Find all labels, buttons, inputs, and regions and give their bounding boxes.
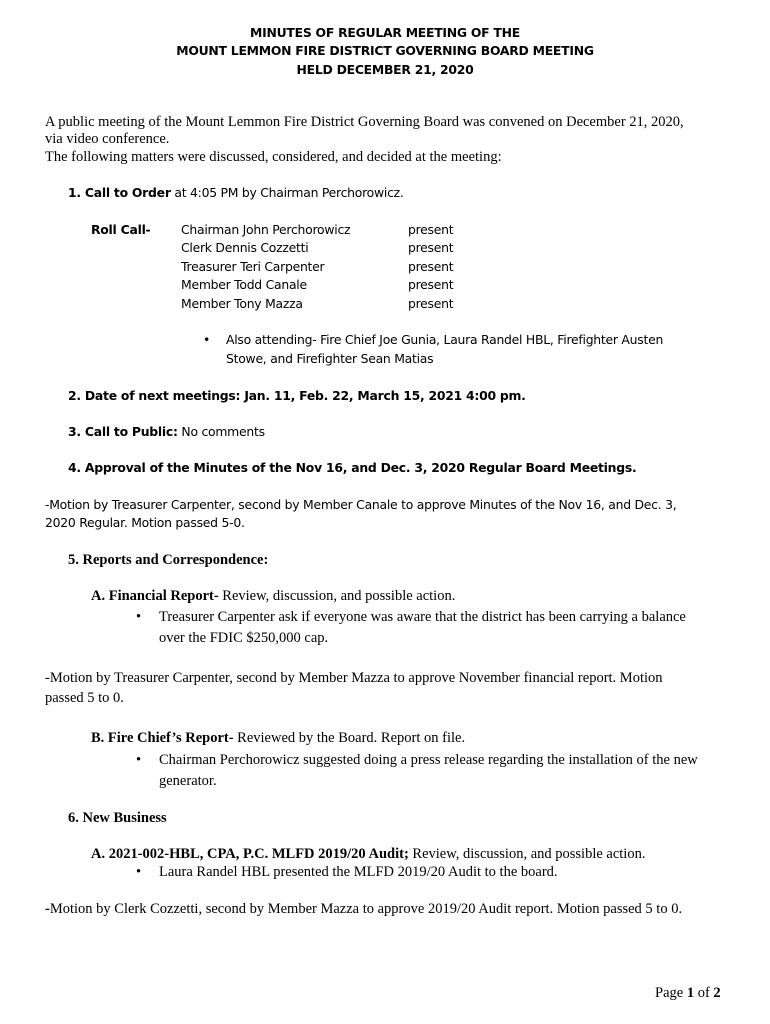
roll-call-name: Member Tony Mazza	[181, 296, 303, 311]
intro-line-1: A public meeting of the Mount Lemmon Fire District Governing Board was convened on December 21, 2020,	[45, 114, 684, 130]
roll-call-status: present	[408, 296, 454, 311]
title-line-2: MOUNT LEMMON FIRE DISTRICT GOVERNING BOARD MEETING	[176, 43, 594, 58]
bullet-icon: •	[136, 752, 142, 768]
chief-bullet-line-1: Chairman Perchorowicz suggested doing a press release regarding the installation of the new	[159, 752, 698, 768]
also-attending-line-2: Stowe, and Firefighter Sean Matias	[226, 351, 434, 366]
roll-call-name: Chairman John Perchorowicz	[181, 222, 351, 237]
motion-financial-line-1: -Motion by Treasurer Carpenter, second by Member Mazza to approve November financial report. Motion	[45, 670, 663, 686]
item-financial-report: A. Financial Report- Review, discussion, and possible action.	[91, 588, 456, 604]
roll-call-label: Roll Call-	[91, 222, 151, 237]
motion-minutes-line-1: -Motion by Treasurer Carpenter, second by Member Canale to approve Minutes of the Nov 16, and Dec. 3,	[45, 497, 677, 512]
item-approval-minutes: 4. Approval of the Minutes of the Nov 16, and Dec. 3, 2020 Regular Board Meetings.	[68, 460, 637, 475]
financial-bullet-line-1: Treasurer Carpenter ask if everyone was aware that the district has been carrying a balance	[159, 609, 686, 625]
title-line-1: MINUTES OF REGULAR MEETING OF THE	[250, 25, 520, 40]
bullet-icon: •	[136, 609, 142, 625]
roll-call-status: present	[408, 277, 454, 292]
page-number: Page 1 of 2	[655, 985, 721, 1001]
intro-line-3: The following matters were discussed, considered, and decided at the meeting:	[45, 149, 502, 165]
chief-bullet-line-2: generator.	[159, 773, 217, 789]
roll-call-status: present	[408, 222, 454, 237]
bullet-icon: •	[203, 332, 211, 347]
intro-line-2: via video conference.	[45, 131, 170, 147]
bullet-icon: •	[136, 864, 142, 880]
motion-financial-line-2: passed 5 to 0.	[45, 690, 124, 706]
roll-call-name: Treasurer Teri Carpenter	[181, 259, 325, 274]
title-line-3: HELD DECEMBER 21, 2020	[296, 62, 474, 77]
roll-call-name: Clerk Dennis Cozzetti	[181, 240, 309, 255]
motion-audit: -Motion by Clerk Cozzetti, second by Member Mazza to approve 2019/20 Audit report. Motion passed 5 to 0.	[45, 901, 683, 917]
item-call-to-order: 1. Call to Order at 4:05 PM by Chairman Perchorowicz.	[68, 185, 404, 200]
item-audit: A. 2021-002-HBL, CPA, P.C. MLFD 2019/20 Audit; Review, discussion, and possible action.	[91, 846, 646, 862]
roll-call-status: present	[408, 240, 454, 255]
motion-minutes-line-2: 2020 Regular. Motion passed 5-0.	[45, 515, 245, 530]
item-fire-chief-report: B. Fire Chief’s Report- Reviewed by the Board. Report on file.	[91, 730, 466, 746]
item-call-to-public: 3. Call to Public: No comments	[68, 424, 265, 439]
roll-call-name: Member Todd Canale	[181, 277, 307, 292]
financial-bullet-line-2: over the FDIC $250,000 cap.	[159, 630, 329, 646]
also-attending-line-1: Also attending- Fire Chief Joe Gunia, Laura Randel HBL, Firefighter Austen	[226, 332, 664, 347]
item-reports: 5. Reports and Correspondence:	[68, 552, 269, 568]
roll-call-status: present	[408, 259, 454, 274]
item-next-meetings: 2. Date of next meetings: Jan. 11, Feb. 22, March 15, 2021 4:00 pm.	[68, 388, 526, 403]
item-new-business: 6. New Business	[68, 810, 167, 826]
audit-bullet: Laura Randel HBL presented the MLFD 2019/20 Audit to the board.	[159, 864, 558, 880]
